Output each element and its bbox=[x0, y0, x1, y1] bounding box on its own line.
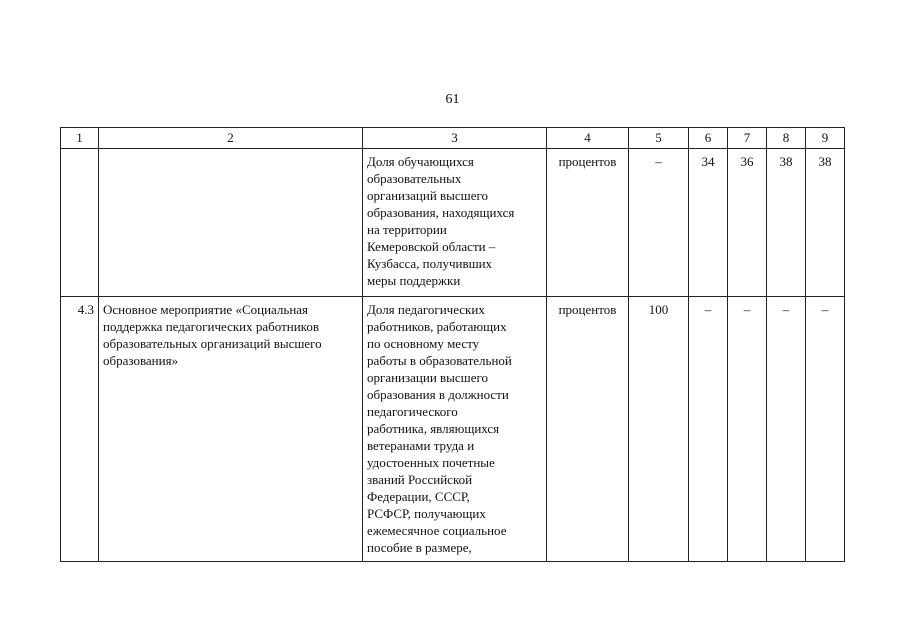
header-cell: 8 bbox=[767, 128, 806, 149]
value-cell-9: 38 bbox=[806, 149, 845, 297]
event-cell bbox=[99, 149, 363, 297]
event-cell: Основное мероприятие «Социальная поддержка педагогических работников образовательных организаций высшего образования» bbox=[99, 297, 363, 562]
header-cell: 2 bbox=[99, 128, 363, 149]
header-cell: 9 bbox=[806, 128, 845, 149]
table-row bbox=[61, 297, 845, 562]
value-cell-6: – bbox=[689, 297, 728, 562]
header-cell: 7 bbox=[728, 128, 767, 149]
page-number: 61 bbox=[445, 92, 460, 107]
indicator-cell: Доля педагогических работников, работающих по основному месту работы в образовательной организации высшего образования в должности педагогического работника, являющихся ветеранами труда и удостоенных почетные званий Российской Федерации, СССР, РСФСР, получающих ежемесячное социальное пособие в размере, bbox=[363, 297, 547, 562]
table-header-row bbox=[61, 128, 845, 149]
header-cell: 5 bbox=[629, 128, 689, 149]
row-number-cell: 4.3 bbox=[61, 297, 99, 562]
table-row bbox=[61, 149, 845, 297]
unit-cell: процентов bbox=[547, 297, 629, 562]
value-cell-8: – bbox=[767, 297, 806, 562]
row-number-cell bbox=[61, 149, 99, 297]
header-cell: 6 bbox=[689, 128, 728, 149]
value-cell-5: – bbox=[629, 149, 689, 297]
value-cell-6: 34 bbox=[689, 149, 728, 297]
value-cell-9: – bbox=[806, 297, 845, 562]
header-cell: 4 bbox=[547, 128, 629, 149]
value-cell-8: 38 bbox=[767, 149, 806, 297]
indicators-table bbox=[60, 127, 845, 562]
header-cell: 3 bbox=[363, 128, 547, 149]
indicator-cell: Доля обучающихся образовательных организаций высшего образования, находящихся на территории Кемеровской области – Кузбасса, получивших меры поддержки bbox=[363, 149, 547, 297]
value-cell-7: – bbox=[728, 297, 767, 562]
unit-cell: процентов bbox=[547, 149, 629, 297]
value-cell-5: 100 bbox=[629, 297, 689, 562]
header-cell: 1 bbox=[61, 128, 99, 149]
value-cell-7: 36 bbox=[728, 149, 767, 297]
